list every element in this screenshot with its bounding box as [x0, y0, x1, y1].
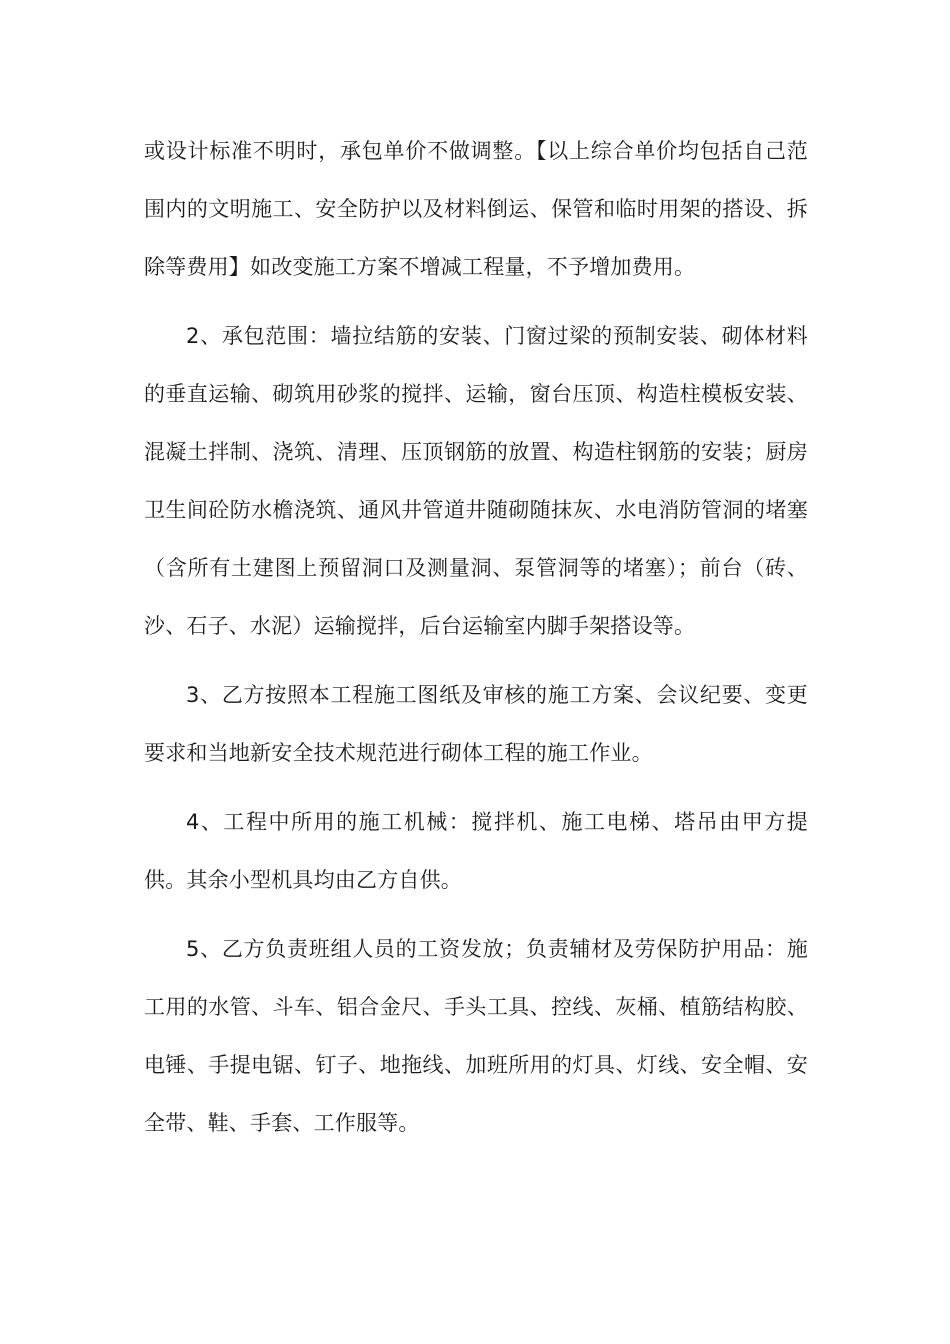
paragraph-gap: [144, 782, 808, 793]
paragraph-gap: [144, 655, 808, 666]
paragraph-item-5: 5、乙方负责班组人员的工资发放；负责辅材及劳保防护用品：施工用的水管、斗车、铝合金尺、手头工具、控线、灰桶、植筋结构胶、电锤、手提电锯、钉子、地拖线、加班所用的灯具、灯线、安全帽、安全带、鞋、手套、工作服等。: [144, 937, 808, 1135]
paragraph-item-4: 4、工程中所用的施工机械：搅拌机、施工电梯、塔吊由甲方提供。其余小型机具均由乙方自供。: [144, 810, 808, 892]
paragraph-item-3: 3、乙方按照本工程施工图纸及审核的施工方案、会议纪要、变更要求和当地新安全技术规范进行砌体工程的施工作业。: [144, 683, 808, 765]
paragraph-gap: [144, 296, 808, 307]
paragraph-continuation: 或设计标准不明时，承包单价不做调整。【以上综合单价均包括自己范围内的文明施工、安全防护以及材料倒运、保管和临时用架的搭设、拆除等费用】如改变施工方案不增减工程量，不予增加费用。: [144, 139, 808, 279]
paragraph-item-2: 2、承包范围：墙拉结筋的安装、门窗过梁的预制安装、砌体材料的垂直运输、砌筑用砂浆的搅拌、运输，窗台压顶、构造柱模板安装、混凝土拌制、浇筑、清理、压顶钢筋的放置、构造柱钢筋的安装；厨房卫生间砼防水檐浇筑、通风井管道井随砌随抹灰、水电消防管洞的堵塞（含所有土建图上预留洞口及测量洞、泵管洞等的堵塞）；前台（砖、沙、石子、水泥）运输搅拌，后台运输室内脚手架搭设等。: [144, 324, 808, 638]
document-body: [144, 122, 808, 1152]
paragraph-gap: [144, 909, 808, 920]
